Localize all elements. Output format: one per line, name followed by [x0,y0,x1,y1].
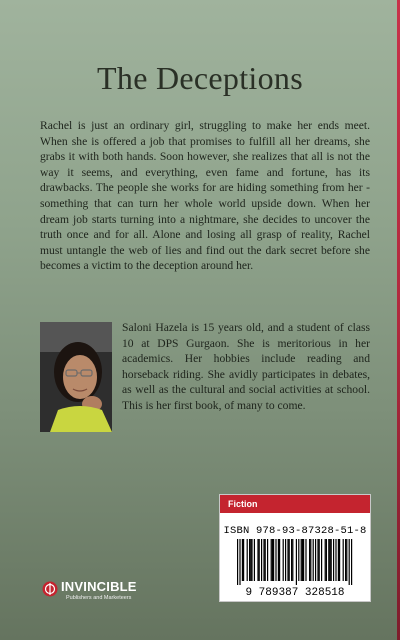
publisher-tagline: Publishers and Marketeers [66,595,132,601]
barcode-bar [257,539,258,581]
barcode-bar [261,539,262,581]
barcode-bar [237,539,238,585]
synopsis-text: Rachel is just an ordinary girl, struggling to make her ends meet. When she is offered a job that promises to fulfill all her dreams, she grabs it with both hands. Soon however, she realizes that all is not the way it seems, and everything, even fame and fortune, has its drawbacks. The people she works for are hiding something from her - something that can turn her whole world upside down. When her dream job starts turning into a nightmare, she decides to uncover the truth once and for all. Alone and losing all grasp of reality, Rachel must untangle the web of lies and find out the dark secret before she becomes a victim to the deception around her. [40,119,370,273]
barcode-digits: 9 789387 328518 [245,587,345,597]
barcode-bar [346,539,347,581]
barcode-bar [345,539,346,581]
barcode-bar [335,539,336,581]
barcode-bar [303,539,304,581]
barcode-bar [351,539,352,585]
barcode-bar [321,539,322,581]
barcode-bar [259,539,260,581]
barcode-bar [326,539,327,581]
barcode-bar [271,539,272,581]
barcode-bar [249,539,250,581]
barcode-bar [289,539,290,581]
barcode-bar [239,539,240,585]
barcode-bar [263,539,264,581]
barcode-bar [254,539,255,581]
barcode-bar [328,539,329,581]
barcode-bar [338,539,339,581]
barcode-bar [333,539,334,581]
barcode-bar [331,539,332,581]
barcode-bar [291,539,292,581]
barcode-bar [279,539,280,581]
publisher-name: INVINCIBLE [61,579,137,594]
barcode [225,539,365,597]
barcode-bar [310,539,311,581]
barcode-bar [275,539,276,581]
barcode-bar [343,539,344,581]
barcode-bar [285,539,286,581]
barcode-bar [317,539,318,581]
barcode-bar [247,539,248,581]
barcode-bar [301,539,302,581]
barcode-bar [315,539,316,581]
genre-label: Fiction [220,495,370,513]
author-bio-text: Saloni Hazela is 15 years old, and a student of class 10 at DPS Gurgaon. She is meritorious in her academics. Her hobbies include reading and horseback riding. She avidly participates in debates, as well as the cultural and social activities at school. This is her first book, of many to come. [122,321,370,412]
publisher-logo [42,578,162,608]
barcode-bar [278,539,279,581]
barcode-bar [250,539,251,581]
barcode-bar [283,539,284,581]
barcode-block [219,494,371,602]
author-photo [40,322,112,432]
book-title: The Deceptions [97,60,303,96]
barcode-bar [319,539,320,581]
barcode-bar [305,539,306,581]
barcode-bar [273,539,274,581]
barcode-bar [298,539,299,581]
barcode-bar [242,539,243,581]
isbn-label: ISBN 978-93-87328-51-8 [223,525,367,537]
barcode-bar [325,539,326,581]
barcode-bar [349,539,350,585]
barcode-bar [302,539,303,581]
barcode-bar [329,539,330,581]
barcode-bar [296,539,297,585]
barcode-bar [265,539,266,581]
barcode-bar [287,539,288,581]
publisher-emblem-icon [42,581,58,597]
barcode-bar [243,539,244,581]
barcode-bar [251,539,252,581]
barcode-bar [292,539,293,581]
barcode-bar [309,539,310,581]
barcode-bar [267,539,268,581]
barcode-bar [313,539,314,581]
barcode-bar [272,539,273,581]
barcode-bar [339,539,340,581]
